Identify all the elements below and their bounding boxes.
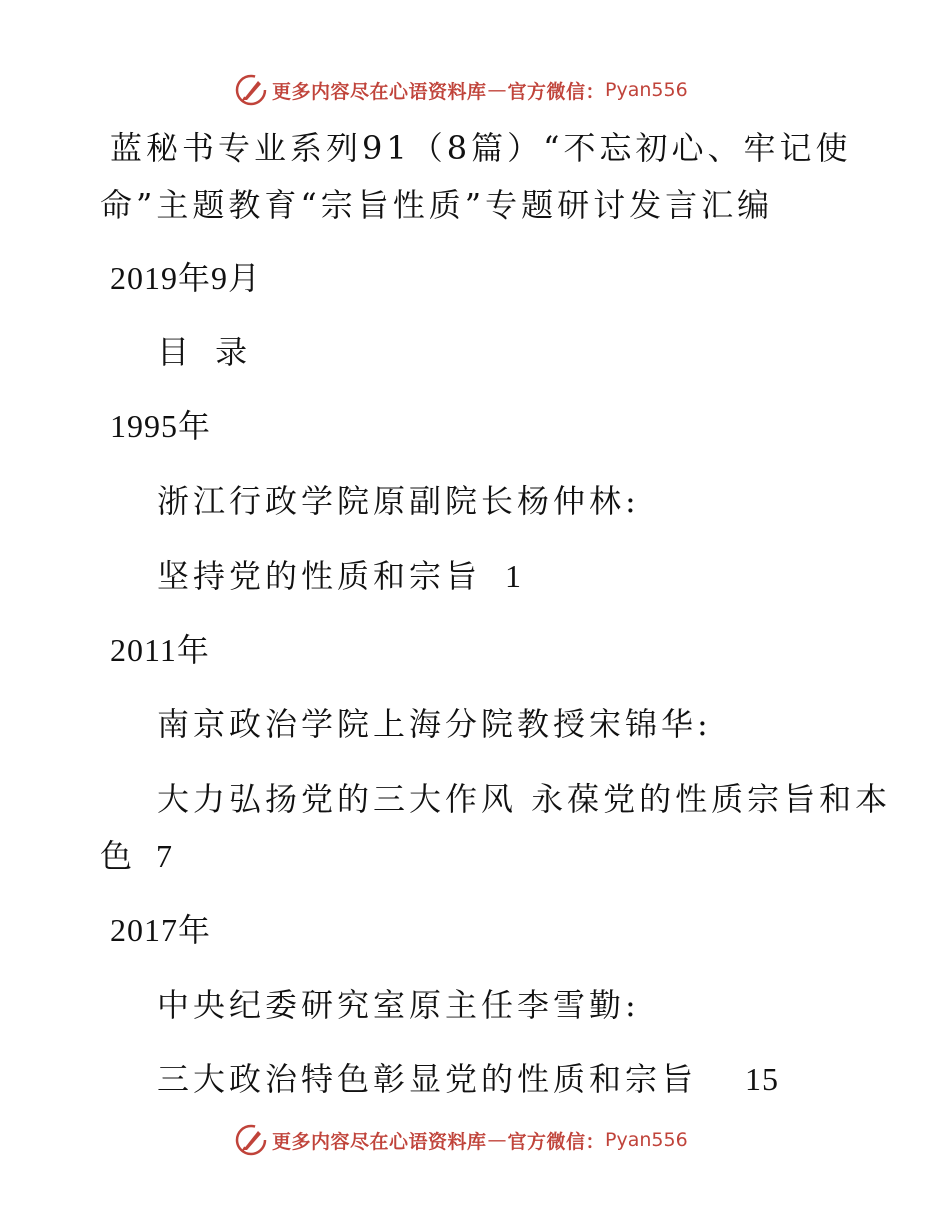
watermark-dash: — — [487, 1129, 507, 1151]
toc-entry-title-continued: 色 — [100, 837, 137, 875]
watermark-text: 更多内容尽在心语资料库 — [272, 80, 487, 103]
toc-page-number: 7 — [156, 838, 174, 874]
toc-author-3: 中央纪委研究室原主任李雪勤: — [157, 986, 640, 1024]
watermark-wechat-label: 官方微信： — [507, 80, 606, 103]
watermark-dash: — — [487, 79, 507, 101]
document-title-line-2: 命”主题教育“宗旨性质”专题研讨发言汇编 — [100, 186, 774, 224]
toc-author-2: 南京政治学院上海分院教授宋锦华: — [157, 705, 712, 743]
toc-entry-title: 坚持党的性质和宗旨 — [157, 557, 482, 595]
watermark-banner-top — [234, 73, 688, 107]
toc-entry-3[interactable] — [157, 1059, 779, 1099]
watermark-text: 更多内容尽在心语资料库 — [272, 1130, 487, 1153]
watermark-wechat-id: Pyan556 — [605, 79, 688, 101]
toc-heading: 目 录 — [157, 333, 256, 371]
toc-page-number: 1 — [505, 558, 523, 594]
watermark-banner-bottom — [234, 1123, 688, 1157]
quill-pen-in-circle-logo — [234, 73, 268, 107]
toc-year-1995: 1995年 — [110, 408, 212, 444]
toc-year-2011: 2011年 — [110, 632, 210, 668]
document-date: 2019年9月 — [110, 260, 262, 296]
quill-pen-in-circle-logo — [234, 1123, 268, 1157]
toc-entry-1[interactable] — [157, 556, 522, 596]
toc-page-number: 15 — [745, 1061, 780, 1097]
document-title-line-1: 蓝秘书专业系列91（8篇）“不忘初心、牢记使 — [110, 129, 852, 167]
toc-year-2017: 2017年 — [110, 912, 212, 948]
watermark-wechat-label: 官方微信： — [507, 1130, 606, 1153]
toc-entry-2-line-2[interactable] — [100, 836, 173, 876]
toc-author-1: 浙江行政学院原副院长杨仲林: — [157, 482, 640, 520]
watermark-wechat-id: Pyan556 — [605, 1129, 688, 1151]
toc-entry-title: 三大政治特色彰显党的性质和宗旨 — [157, 1060, 698, 1098]
toc-entry-2-line-1[interactable]: 大力弘扬党的三大作风 永葆党的性质宗旨和本 — [157, 780, 892, 818]
